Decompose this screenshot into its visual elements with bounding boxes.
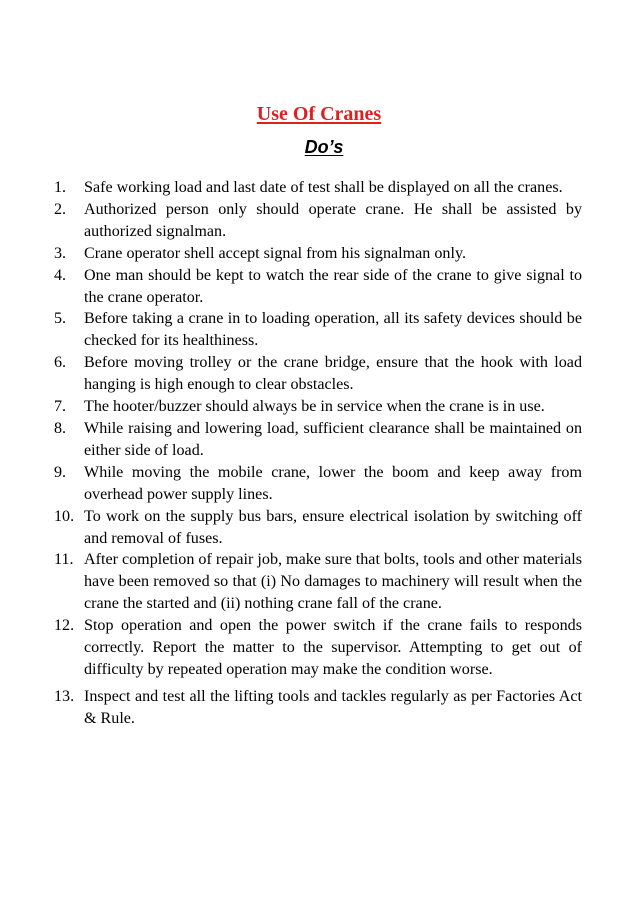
list-item <box>54 396 582 418</box>
item-text: One man should be kept to watch the rear side of the crane to give signal to the crane operator. <box>84 266 582 306</box>
item-text: Crane operator shell accept signal from his signalman only. <box>84 244 466 262</box>
item-text: To work on the supply bus bars, ensure electrical isolation by switching off and removal of fuses. <box>84 507 582 547</box>
rules-list <box>54 177 582 730</box>
item-text: Inspect and test all the lifting tools and tackles regularly as per Factories Act & Rule. <box>84 687 582 727</box>
item-number: 7. <box>54 398 67 416</box>
item-number: 5. <box>54 310 67 328</box>
list-item <box>54 352 582 396</box>
list-item <box>54 199 582 243</box>
item-text: Before taking a crane in to loading operation, all its safety devices should be checked for its healthiness. <box>84 310 582 350</box>
list-item <box>54 506 582 550</box>
item-number: 4. <box>54 266 67 284</box>
list-item <box>54 308 582 352</box>
item-number: 8. <box>54 419 67 437</box>
item-text: The hooter/buzzer should always be in service when the crane is in use. <box>84 398 545 416</box>
item-number: 9. <box>54 463 67 481</box>
item-number: 1. <box>54 179 67 196</box>
list-item <box>54 418 582 462</box>
list-item <box>54 462 582 506</box>
list-item <box>54 615 582 681</box>
item-number: 3. <box>54 244 67 262</box>
item-text: Stop operation and open the power switch if the crane fails to responds correctly. Report the matter to the supervisor. Attempting to get out of difficulty by repeated operation may make the condition worse. <box>84 617 582 678</box>
list-item <box>54 549 582 615</box>
item-number: 12. <box>54 617 75 635</box>
item-text: Safe working load and last date of test shall be displayed on all the cranes. <box>84 179 563 196</box>
item-text: After completion of repair job, make sure that bolts, tools and other materials have been removed so that (i) No damages to machinery will result when the crane the started and (ii) nothing crane fall of the crane. <box>84 551 582 613</box>
item-number: 6. <box>54 354 67 372</box>
item-text: Authorized person only should operate crane. He shall be assisted by authorized signalman. <box>84 200 582 240</box>
list-item <box>54 243 582 265</box>
item-number: 2. <box>54 200 67 218</box>
list-item <box>54 265 582 309</box>
item-number: 11. <box>54 551 74 569</box>
page-subtitle: Do’s <box>304 137 344 157</box>
list-item <box>54 686 582 730</box>
item-text: While moving the mobile crane, lower the boom and keep away from overhead power supply lines. <box>84 463 582 503</box>
page-title: Use Of Cranes <box>256 103 382 125</box>
item-text: While raising and lowering load, sufficient clearance shall be maintained on either side of load. <box>84 419 582 459</box>
item-number: 13. <box>54 687 75 705</box>
item-number: 10. <box>54 507 75 525</box>
list-item <box>54 177 582 199</box>
item-text: Before moving trolley or the crane bridge, ensure that the hook with load hanging is high enough to clear obstacles. <box>84 354 582 394</box>
